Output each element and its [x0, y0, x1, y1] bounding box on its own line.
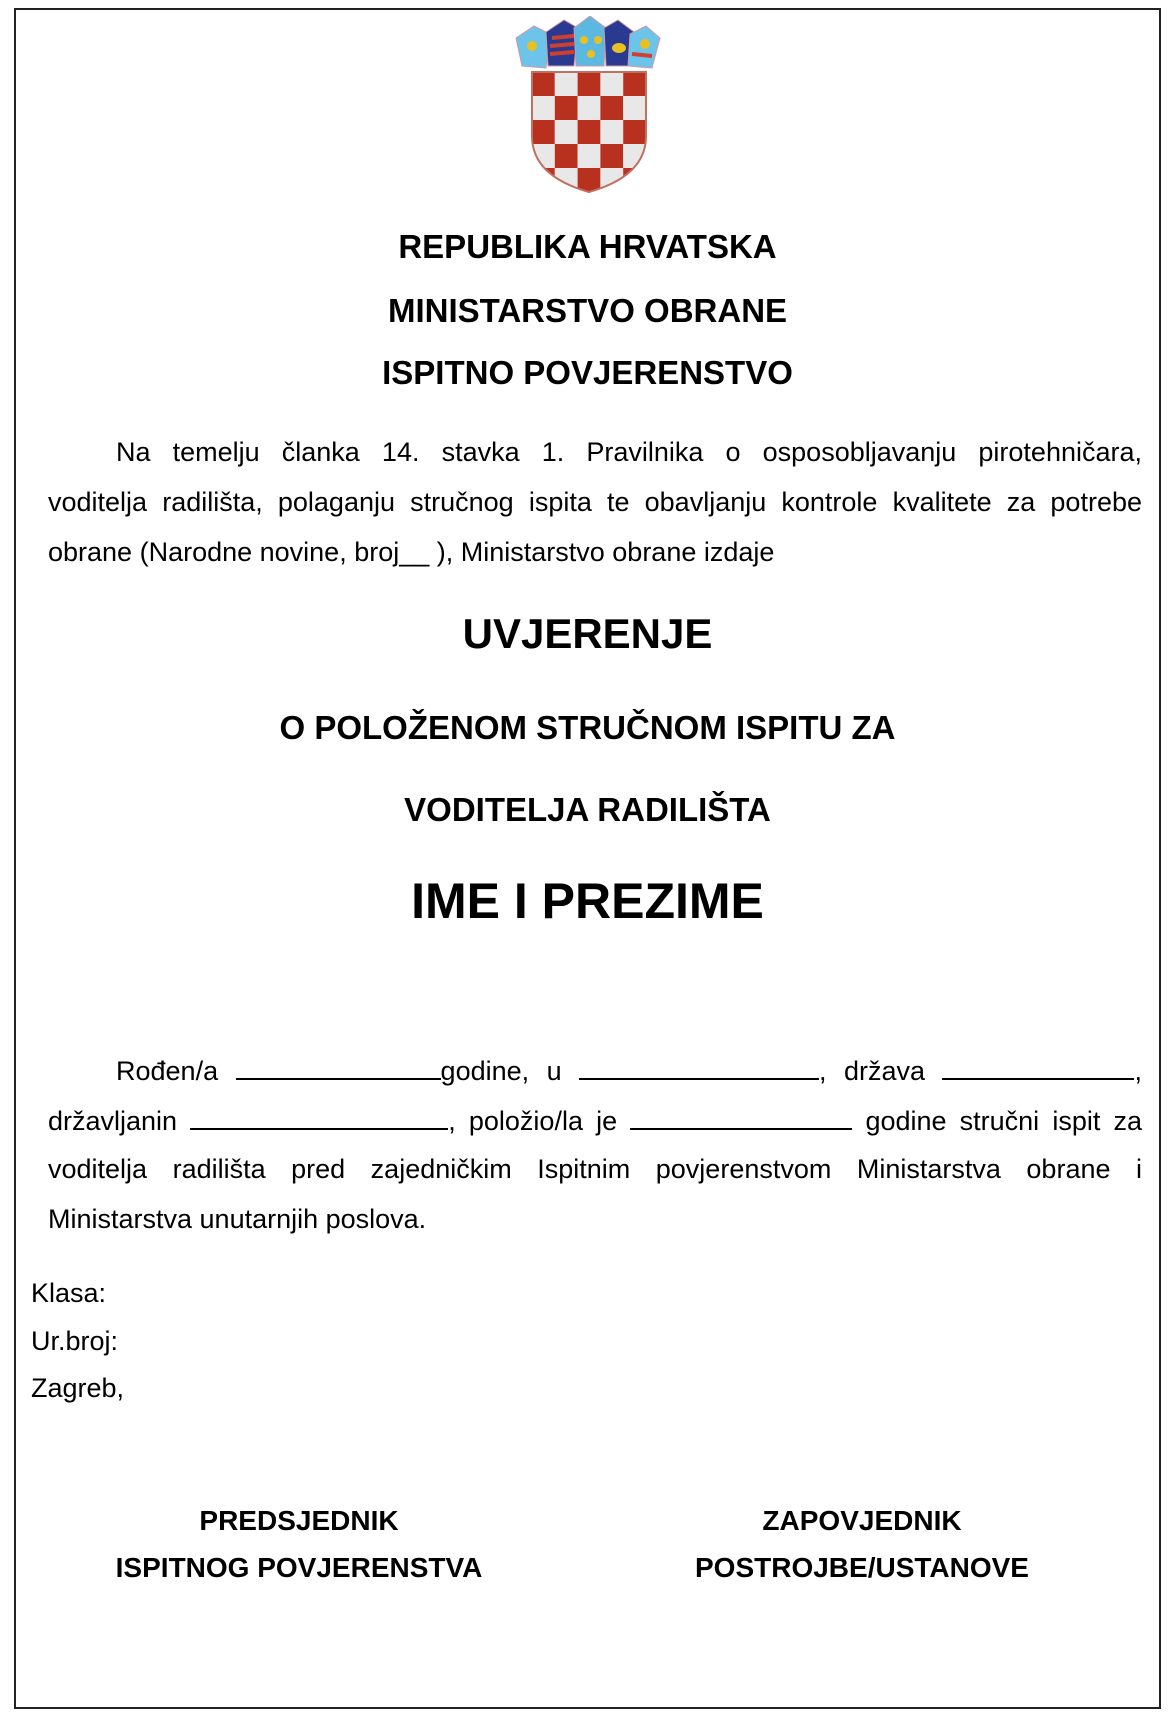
checker-square — [532, 72, 555, 96]
checker-square — [578, 72, 601, 96]
header-ministry: MINISTARSTVO OBRANE — [387, 292, 788, 329]
year-label: godine, u — [440, 1056, 562, 1086]
subtitle-exam: O POLOŽENOM STRUČNOM ISPITU ZA — [279, 709, 896, 746]
body-line-4: Ministarstva unutarnjih poslova. — [48, 1204, 427, 1234]
signature-right-subtitle: POSTROJBE/USTANOVE — [695, 1552, 1029, 1583]
birth-place-blank — [579, 1054, 819, 1080]
exam-tail: godine stručni ispit za — [865, 1106, 1142, 1136]
signature-left-title: PREDSJEDNIK — [199, 1505, 399, 1536]
crown-icon — [516, 16, 660, 68]
checker-square — [623, 72, 646, 96]
checker-square — [600, 72, 623, 96]
preamble-line-3: obrane (Narodne novine, broj__ ), Ministarstvo obrane izdaje — [48, 537, 775, 567]
klasa-label: Klasa: — [31, 1278, 107, 1308]
citizen-label: državljanin — [48, 1106, 178, 1136]
checker-square — [555, 120, 578, 144]
exam-date-blank — [630, 1104, 852, 1130]
subtitle-role: VODITELJA RADILIŠTA — [404, 791, 771, 828]
citizenship-blank — [190, 1104, 448, 1130]
urbroj-label: Ur.broj: — [31, 1326, 119, 1356]
comma: , — [1134, 1056, 1142, 1086]
checker-square — [532, 120, 555, 144]
checkerboard-shield — [532, 72, 646, 192]
checker-square — [600, 120, 623, 144]
preamble-line-2: voditelja radilišta, polaganju stručnog ispita te obavljanju kontrole kvalitete za potrebe — [48, 487, 1142, 517]
checker-square — [578, 168, 601, 192]
checker-square — [578, 120, 601, 144]
body-line-3: voditelja radilišta pred zajedničkim Ispitnim povjerenstvom Ministarstva obrane i — [48, 1154, 1142, 1184]
checker-square — [623, 168, 646, 192]
born-label: Rođen/a — [116, 1056, 219, 1086]
header-republic: REPUBLIKA HRVATSKA — [398, 228, 777, 265]
birth-date-blank — [236, 1054, 441, 1080]
body-line-1 — [48, 1054, 1142, 1087]
preamble-line-1: Na temelju članka 14. stavka 1. Pravilnika o osposobljavanju pirotehničara, — [116, 437, 1142, 467]
checker-square — [600, 96, 623, 120]
checker-square — [578, 144, 601, 168]
checker-square — [555, 144, 578, 168]
checker-square — [623, 120, 646, 144]
checker-square — [555, 72, 578, 96]
place-label: Zagreb, — [31, 1373, 125, 1403]
checker-square — [555, 96, 578, 120]
state-label: , država — [819, 1056, 926, 1086]
checker-square — [578, 96, 601, 120]
name-placeholder: IME I PREZIME — [411, 873, 764, 929]
header-commission: ISPITNO POVJERENSTVO — [382, 354, 793, 391]
body-line-2 — [48, 1104, 1142, 1137]
checker-square — [623, 96, 646, 120]
signature-commission-president — [39, 1497, 559, 1591]
checker-square — [600, 144, 623, 168]
signature-right-title: ZAPOVJEDNIK — [762, 1505, 962, 1536]
checker-square — [532, 96, 555, 120]
signature-left-subtitle: ISPITNOG POVJERENSTVA — [115, 1552, 483, 1583]
checker-square — [532, 168, 555, 192]
passed-label: , položio/la je — [448, 1106, 618, 1136]
document-title: UVJERENJE — [462, 610, 713, 657]
coat-of-arms-emblem — [512, 16, 662, 194]
signature-unit-commander — [602, 1497, 1122, 1591]
state-blank — [942, 1054, 1134, 1080]
